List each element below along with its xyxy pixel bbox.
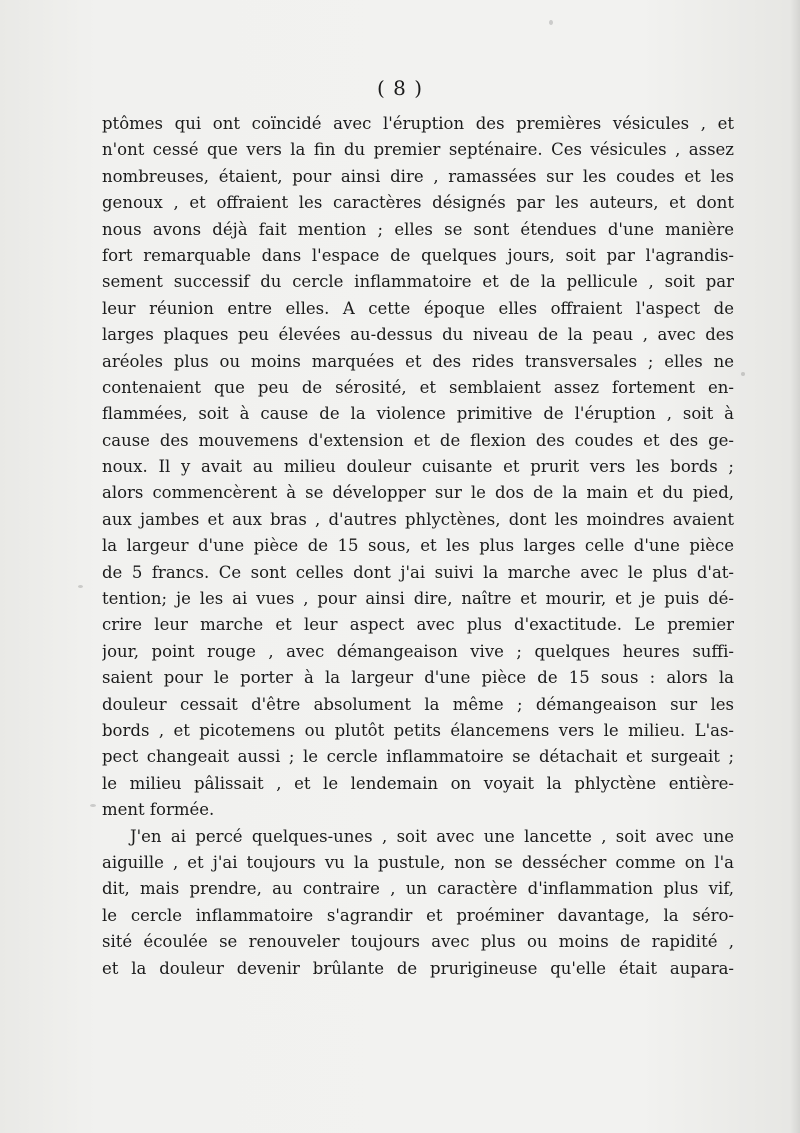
text-line: J'en ai percé quelques-unes , soit avec une lancette , soit avec une bbox=[130, 826, 734, 846]
text-line: tention; je les ai vues , pour ainsi dire, naître et mourir, et je puis dé- bbox=[102, 589, 734, 609]
text-line: crire leur marche et leur aspect avec plus d'exactitude. Le premier bbox=[102, 615, 734, 635]
text-line: genoux , et offraient les caractères désignés par les auteurs, et dont bbox=[102, 193, 734, 213]
text-line: pect changeait aussi ; le cercle inflammatoire se détachait et surgeait ; bbox=[102, 747, 734, 767]
text-line: fort remarquable dans l'espace de quelques jours, soit par l'agrandis- bbox=[102, 245, 734, 265]
text-line: sement successif du cercle inflammatoire et de la pellicule , soit par bbox=[102, 272, 734, 292]
text-line: ptômes qui ont coïncidé avec l'éruption des premières vésicules , et bbox=[102, 114, 734, 133]
text-line: saient pour le porter à la largeur d'une pièce de 15 sous : alors la bbox=[102, 668, 734, 688]
text-line: alors commencèrent à se développer sur le dos de la main et du pied, bbox=[102, 483, 734, 503]
text-line: sité écoulée se renouveler toujours avec plus ou moins de rapidité , bbox=[102, 932, 734, 952]
page-edge-shadow bbox=[790, 0, 800, 1133]
text-line: larges plaques peu élevées au-dessus du niveau de la peau , avec des bbox=[102, 325, 734, 345]
text-line: bords , et picotemens ou plutôt petits élancemens vers le milieu. L'as- bbox=[102, 720, 734, 740]
text-line: dit, mais prendre, au contraire , un caractère d'inflammation plus vif, bbox=[102, 879, 734, 899]
text-line: leur réunion entre elles. A cette époque elles offraient l'aspect de bbox=[102, 298, 734, 318]
text-line: aréoles plus ou moins marquées et des rides transversales ; elles ne bbox=[102, 351, 734, 371]
ink-speck bbox=[549, 20, 553, 25]
text-line: nous avons déjà fait mention ; elles se sont étendues d'une manière bbox=[102, 219, 734, 239]
ink-speck bbox=[90, 804, 96, 807]
text-line: aux jambes et aux bras , d'autres phlyctènes, dont les moindres avaient bbox=[102, 509, 734, 529]
text-line: le milieu pâlissait , et le lendemain on voyait la phlyctène entière- bbox=[102, 773, 734, 793]
paragraph-2 bbox=[102, 824, 734, 982]
page-number: ( 8 ) bbox=[376, 76, 424, 100]
text-line: jour, point rouge , avec démangeaison vive ; quelques heures suffi- bbox=[102, 641, 734, 661]
text-line: n'ont cessé que vers la fin du premier septénaire. Ces vésicules , assez bbox=[102, 140, 734, 160]
paragraph-1 bbox=[102, 111, 734, 824]
text-line: noux. Il y avait au milieu douleur cuisante et prurit vers les bords ; bbox=[102, 457, 734, 477]
text-line: nombreuses, étaient, pour ainsi dire , ramassées sur les coudes et les bbox=[102, 166, 734, 186]
text-line: flammées, soit à cause de la violence primitive de l'éruption , soit à bbox=[102, 404, 734, 424]
text-line: ment formée. bbox=[102, 800, 215, 820]
text-line: cause des mouvemens d'extension et de flexion des coudes et des ge- bbox=[102, 430, 734, 450]
text-line: douleur cessait d'être absolument la même ; démangeaison sur les bbox=[102, 694, 734, 714]
text-line: la largeur d'une pièce de 15 sous, et les plus larges celle d'une pièce bbox=[102, 536, 734, 556]
ink-speck bbox=[78, 585, 83, 588]
text-line: le cercle inflammatoire s'agrandir et proéminer davantage, la séro- bbox=[102, 905, 734, 925]
text-line: de 5 francs. Ce sont celles dont j'ai suivi la marche avec le plus d'at- bbox=[102, 562, 734, 582]
body-text bbox=[102, 111, 734, 982]
ink-speck bbox=[741, 372, 745, 376]
text-line: contenaient que peu de sérosité, et semblaient assez fortement en- bbox=[102, 377, 734, 397]
text-line: aiguille , et j'ai toujours vu la pustule, non se dessécher comme on l'a bbox=[102, 852, 734, 872]
text-line: et la douleur devenir brûlante de prurigineuse qu'elle était aupara- bbox=[102, 958, 734, 978]
